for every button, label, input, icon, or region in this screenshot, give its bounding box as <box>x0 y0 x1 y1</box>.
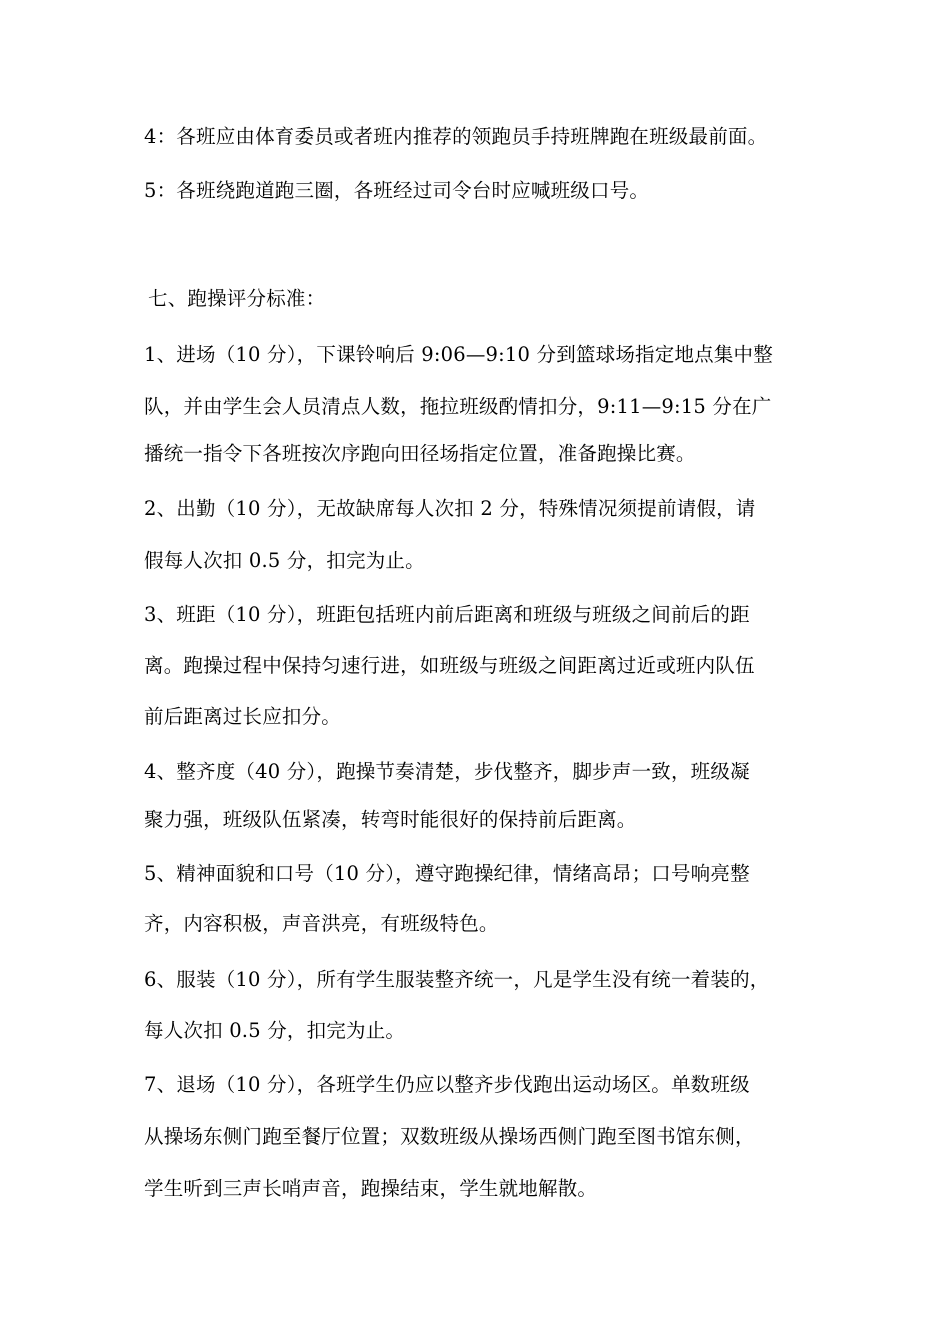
criteria-line-6: 3、班距（10 分），班距包括班内前后距离和班级与班级之间前后的距 <box>144 603 750 626</box>
criteria-line-15: 7、退场（10 分），各班学生仍应以整齐步伐跑出运动场区。单数班级 <box>144 1073 750 1096</box>
criteria-line-12: 齐，内容积极，声音洪亮，有班级特色。 <box>144 912 499 935</box>
criteria-line-7: 离。跑操过程中保持匀速行进，如班级与班级之间距离过近或班内队伍 <box>144 654 755 677</box>
criteria-line-17: 学生听到三声长哨声音，跑操结束，学生就地解散。 <box>144 1177 598 1200</box>
criteria-line-1: 1、进场（10 分），下课铃响后 9:06—9:10 分到篮球场指定地点集中整 <box>144 343 773 366</box>
criteria-line-14: 每人次扣 0.5 分，扣完为止。 <box>144 1019 406 1042</box>
criteria-line-8: 前后距离过长应扣分。 <box>144 705 342 728</box>
rule-4-text: 4：各班应由体育委员或者班内推荐的领跑员手持班牌跑在班级最前面。 <box>144 125 768 148</box>
criteria-line-3: 播统一指令下各班按次序跑向田径场指定位置，准备跑操比赛。 <box>144 442 696 465</box>
criteria-line-9: 4、整齐度（40 分），跑操节奏清楚，步伐整齐，脚步声一致，班级凝 <box>144 760 750 783</box>
section-heading: 七、跑操评分标准： <box>148 287 326 310</box>
criteria-line-10: 聚力强，班级队伍紧凑，转弯时能很好的保持前后距离。 <box>144 808 637 831</box>
criteria-line-11: 5、精神面貌和口号（10 分），遵守跑操纪律，情绪高昂；口号响亮整 <box>144 862 750 885</box>
rule-5-text: 5：各班绕跑道跑三圈，各班经过司令台时应喊班级口号。 <box>144 179 650 202</box>
criteria-line-5: 假每人次扣 0.5 分，扣完为止。 <box>144 549 425 572</box>
criteria-line-13: 6、服装（10 分），所有学生服装整齐统一，凡是学生没有统一着装的， <box>144 968 770 991</box>
criteria-line-4: 2、出勤（10 分），无故缺席每人次扣 2 分，特殊情况须提前请假，请 <box>144 497 756 520</box>
criteria-line-16: 从操场东侧门跑至餐厅位置；双数班级从操场西侧门跑至图书馆东侧， <box>144 1125 755 1148</box>
criteria-line-2: 队，并由学生会人员清点人数，拖拉班级酌情扣分，9:11—9:15 分在广 <box>144 395 772 418</box>
